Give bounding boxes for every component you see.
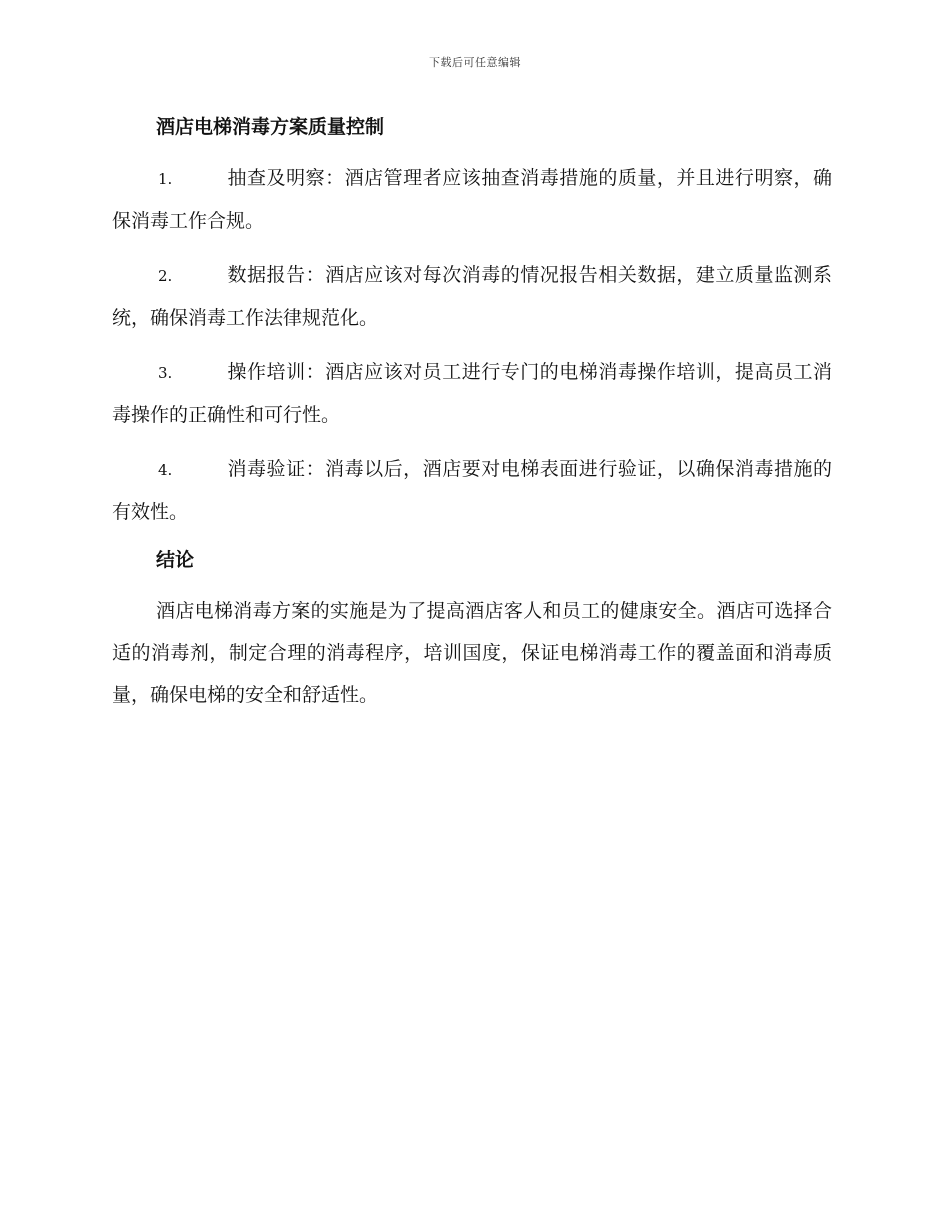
list-item-text: 数据报告：酒店应该对每次消毒的情况报告相关数据，建立质量监测系统，确保消毒工作法律规范化。 [112,264,832,329]
section-title-quality-control: 酒店电梯消毒方案质量控制 [156,116,385,138]
list-item-number: 1. [158,170,173,188]
header-note: 下载后可任意编辑 [429,56,521,69]
list-item [112,157,832,242]
conclusion-paragraph: 酒店电梯消毒方案的实施是为了提高酒店客人和员工的健康安全。酒店可选择合适的消毒剂，制定合理的消毒程序，培训国度，保证电梯消毒工作的覆盖面和消毒质量，确保电梯的安全和舒适性。 [112,600,832,706]
list-item-text: 抽查及明察：酒店管理者应该抽查消毒措施的质量，并且进行明察，确保消毒工作合规。 [112,167,832,232]
list-item-number: 4. [158,461,173,479]
list-item-number: 3. [158,364,173,382]
section-title-conclusion: 结论 [156,549,195,571]
list-item-number: 2. [158,267,173,285]
document-body [112,112,832,716]
list-item [112,448,832,533]
list-item-text: 消毒验证：消毒以后，酒店要对电梯表面进行验证，以确保消毒措施的有效性。 [112,458,832,523]
list-item-text: 操作培训：酒店应该对员工进行专门的电梯消毒操作培训，提高员工消毒操作的正确性和可行性。 [112,361,832,426]
list-item [112,254,832,339]
list-item [112,351,832,436]
